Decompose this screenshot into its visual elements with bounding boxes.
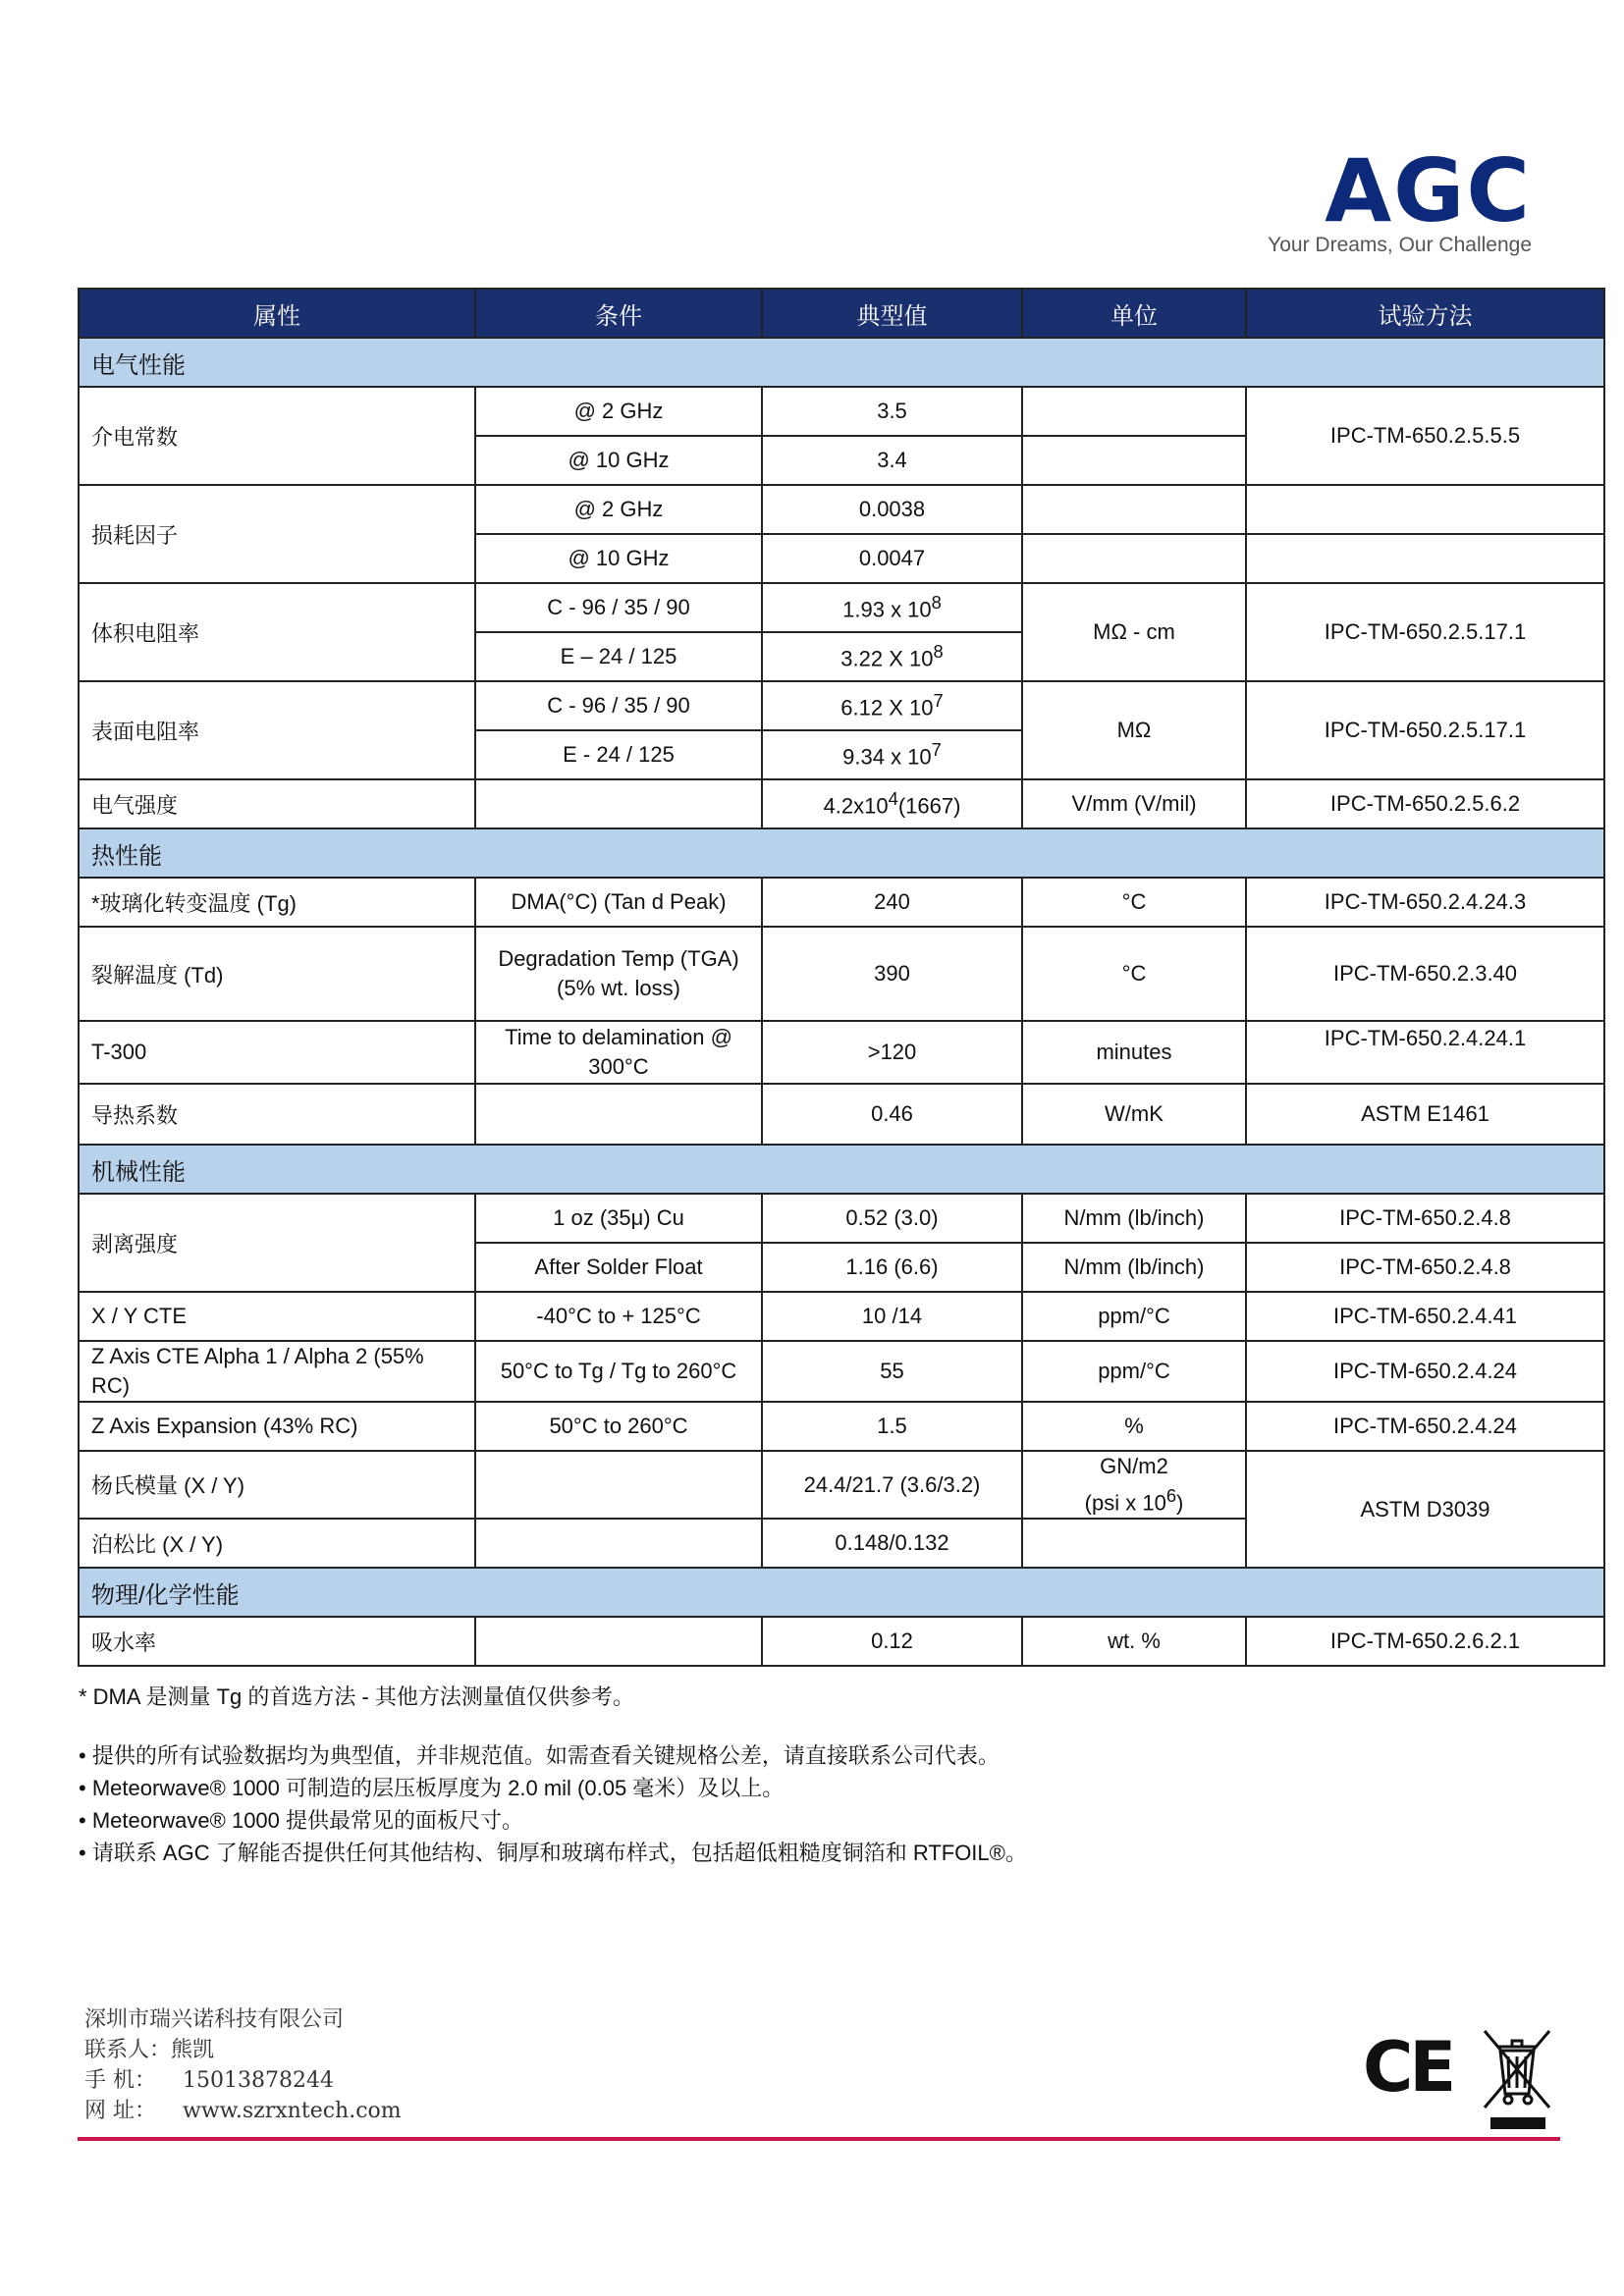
cell-unit: % [1022,1402,1246,1451]
agc-logo [1227,140,1551,265]
contact-person [84,2035,402,2065]
cell-unit: °C [1022,878,1246,927]
note-item: • 请联系 AGC 了解能否提供任何其他结构、铜厚和玻璃布样式，包括超低粗糙度铜箔和 RTFOIL®。 [79,1841,1027,1865]
cell-unit: MΩ - cm [1022,583,1246,681]
cell-value [762,583,1022,632]
cell-unit [1022,436,1246,485]
table-row [79,927,1604,1021]
section-thermal: 热性能 [79,828,1604,878]
contact-person-name: 熊凯 [171,2038,215,2062]
cell-unit: minutes [1022,1021,1246,1084]
cell-value: 0.148/0.132 [762,1519,1022,1568]
section-row [79,1145,1604,1194]
prop-thermal-conductivity: 导热系数 [79,1084,475,1145]
value-text: 4.2x10 [823,793,889,819]
cell-condition [475,1084,762,1145]
note-item: • Meteorwave® 1000 提供最常见的面板尺寸。 [79,1808,524,1833]
cell-method: IPC-TM-650.2.6.2.1 [1246,1617,1604,1666]
prop-dissipation-factor: 损耗因子 [79,485,475,583]
prop-glass-transition: *玻璃化转变温度 (Tg) [79,878,475,927]
cell-condition: @ 2 GHz [475,485,762,534]
unit-text: GN/m2 [1100,1454,1168,1478]
note-item: • Meteorwave® 1000 可制造的层压板厚度为 2.0 mil (0.05 毫米）及以上。 [79,1776,785,1800]
cell-condition: 50°C to Tg / Tg to 260°C [475,1341,762,1402]
cell-unit [1022,387,1246,436]
cell-condition: 50°C to 260°C [475,1402,762,1451]
cell-condition [475,779,762,828]
cell-method: IPC-TM-650.2.4.8 [1246,1194,1604,1243]
cell-method: IPC-TM-650.2.5.17.1 [1246,583,1604,681]
cell-unit: °C [1022,927,1246,1021]
section-row [79,338,1604,387]
section-mechanical: 机械性能 [79,1145,1604,1194]
value-exponent: 8 [931,592,942,614]
cell-method: IPC-TM-650.2.5.17.1 [1246,681,1604,779]
table-row [79,681,1604,730]
prop-water-absorption: 吸水率 [79,1617,475,1666]
table-row [79,1021,1604,1084]
cell-condition: E – 24 / 125 [475,632,762,681]
table-row [79,779,1604,828]
cell-condition: E - 24 / 125 [475,730,762,779]
cell-value: 0.0047 [762,534,1022,583]
cell-unit: wt. % [1022,1617,1246,1666]
cell-condition: C - 96 / 35 / 90 [475,681,762,730]
cell-unit [1022,1451,1246,1519]
section-physical: 物理/化学性能 [79,1568,1604,1617]
prop-volume-resistivity: 体积电阻率 [79,583,475,681]
section-row [79,828,1604,878]
cell-method: IPC-TM-650.2.5.6.2 [1246,779,1604,828]
cell-method [1246,485,1604,534]
cell-method: IPC-TM-650.2.4.24 [1246,1402,1604,1451]
value-text: 6.12 X 10 [840,695,934,721]
cell-condition: Time to delamination @ 300°C [475,1021,762,1084]
cell-method [1246,534,1604,583]
header-unit: 单位 [1022,289,1246,338]
table-row [79,1617,1604,1666]
table-row [79,485,1604,534]
ce-mark-icon: CE [1363,2027,1453,2108]
cell-method: IPC-TM-650.2.4.41 [1246,1292,1604,1341]
cell-condition: @ 2 GHz [475,387,762,436]
cell-method: ASTM D3039 [1246,1451,1604,1568]
table-row [79,878,1604,927]
cell-method: IPC-TM-650.2.4.24.3 [1246,878,1604,927]
table-header-row [79,289,1604,338]
prop-decomposition-temp: 裂解温度 (Td) [79,927,475,1021]
header-property: 属性 [79,289,475,338]
value-exponent: 7 [931,739,942,761]
table-row [79,1341,1604,1402]
cell-value: 0.52 (3.0) [762,1194,1022,1243]
section-electrical: 电气性能 [79,338,1604,387]
cell-value: 24.4/21.7 (3.6/3.2) [762,1451,1022,1519]
cell-method: IPC-TM-650.2.3.40 [1246,927,1604,1021]
value-text: 9.34 x 10 [842,744,932,770]
cell-value: 1.5 [762,1402,1022,1451]
cell-method: IPC-TM-650.2.5.5.5 [1246,387,1604,485]
cell-condition: Degradation Temp (TGA) (5% wt. loss) [475,927,762,1021]
cell-condition: 1 oz (35μ) Cu [475,1194,762,1243]
prop-xy-cte: X / Y CTE [79,1292,475,1341]
footnote: * DMA 是测量 Tg 的首选方法 - 其他方法测量值仅供参考。 [79,1684,634,1709]
value-text: 1.93 x 10 [842,597,932,622]
unit-exponent: 6 [1165,1485,1177,1506]
cell-unit [1022,1519,1246,1568]
note-item: • 提供的所有试验数据均为典型值，并非规范值。如需查看关键规格公差，请直接联系公司代表。 [79,1743,1000,1768]
cell-unit: W/mK [1022,1084,1246,1145]
table-row [79,1194,1604,1243]
unit-text: ) [1176,1490,1184,1516]
notes-list [79,1739,1027,1869]
contact-block [84,2004,402,2126]
value-exponent: 4 [888,788,898,810]
cell-value: 1.16 (6.6) [762,1243,1022,1292]
value-exponent: 8 [933,641,944,663]
cell-value: >120 [762,1021,1022,1084]
header-test-method: 试验方法 [1246,289,1604,338]
cell-value: 3.4 [762,436,1022,485]
weee-bin-icon [1479,2025,1555,2133]
header-condition: 条件 [475,289,762,338]
cell-method: ASTM E1461 [1246,1084,1604,1145]
cell-condition: C - 96 / 35 / 90 [475,583,762,632]
cell-unit: ppm/°C [1022,1292,1246,1341]
prop-poisson-ratio: 泊松比 (X / Y) [79,1519,475,1568]
cell-condition: After Solder Float [475,1243,762,1292]
cell-value [762,779,1022,828]
table-row [79,387,1604,436]
cell-value: 0.46 [762,1084,1022,1145]
contact-web [84,2096,402,2126]
value-text: 3.22 X 10 [840,646,934,671]
table-row [79,1451,1604,1519]
table-row [79,1402,1604,1451]
table-row [79,583,1604,632]
cell-value: 0.12 [762,1617,1022,1666]
cell-unit: N/mm (lb/inch) [1022,1194,1246,1243]
prop-peel-strength: 剥离强度 [79,1194,475,1292]
cell-unit [1022,485,1246,534]
cell-condition [475,1451,762,1519]
cell-condition: DMA(°C) (Tan d Peak) [475,878,762,927]
prop-youngs-modulus: 杨氏模量 (X / Y) [79,1451,475,1519]
prop-z-expansion: Z Axis Expansion (43% RC) [79,1402,475,1451]
certification-marks [1363,2025,1559,2133]
section-row [79,1568,1604,1617]
prop-t300: T-300 [79,1021,475,1084]
cell-value: 240 [762,878,1022,927]
contact-web-url: www.szrxntech.com [183,2099,402,2123]
cell-value [762,632,1022,681]
properties-table [78,288,1605,1667]
cell-value [762,681,1022,730]
company-name: 深圳市瑞兴诺科技有限公司 [84,2007,345,2032]
brand-name: AGC [1325,140,1532,241]
contact-phone [84,2065,402,2096]
unit-text: (psi x 10 [1084,1490,1166,1516]
cell-value: 390 [762,927,1022,1021]
cell-method: IPC-TM-650.2.4.24 [1246,1341,1604,1402]
cell-unit [1022,534,1246,583]
value-exponent: 7 [933,690,944,712]
cell-value: 10 /14 [762,1292,1022,1341]
cell-condition: @ 10 GHz [475,436,762,485]
prop-z-cte: Z Axis CTE Alpha 1 / Alpha 2 (55% RC) [79,1341,475,1402]
cell-value [762,730,1022,779]
cell-unit: V/mm (V/mil) [1022,779,1246,828]
cell-method: IPC-TM-650.2.4.24.1 [1246,1021,1604,1084]
brand-slogan: Your Dreams, Our Challenge [1268,234,1532,256]
cell-unit: MΩ [1022,681,1246,779]
cell-value: 3.5 [762,387,1022,436]
contact-phone-number: 15013878244 [183,2068,334,2093]
value-text: (1667) [897,793,961,819]
contact-person-label: 联系人： [84,2038,172,2062]
prop-electric-strength: 电气强度 [79,779,475,828]
table-row [79,1292,1604,1341]
cell-method: IPC-TM-650.2.4.8 [1246,1243,1604,1292]
cell-unit: N/mm (lb/inch) [1022,1243,1246,1292]
cell-unit: ppm/°C [1022,1341,1246,1402]
footer-rule [78,2137,1560,2141]
contact-phone-label: 手 机： [84,2068,156,2093]
cell-condition: @ 10 GHz [475,534,762,583]
prop-surface-resistivity: 表面电阻率 [79,681,475,779]
prop-dielectric-constant: 介电常数 [79,387,475,485]
header-typical-value: 典型值 [762,289,1022,338]
cell-value: 55 [762,1341,1022,1402]
cell-value: 0.0038 [762,485,1022,534]
contact-web-label: 网 址： [84,2099,156,2123]
cell-condition [475,1617,762,1666]
cell-condition [475,1519,762,1568]
cell-condition: -40°C to + 125°C [475,1292,762,1341]
table-row [79,1084,1604,1145]
